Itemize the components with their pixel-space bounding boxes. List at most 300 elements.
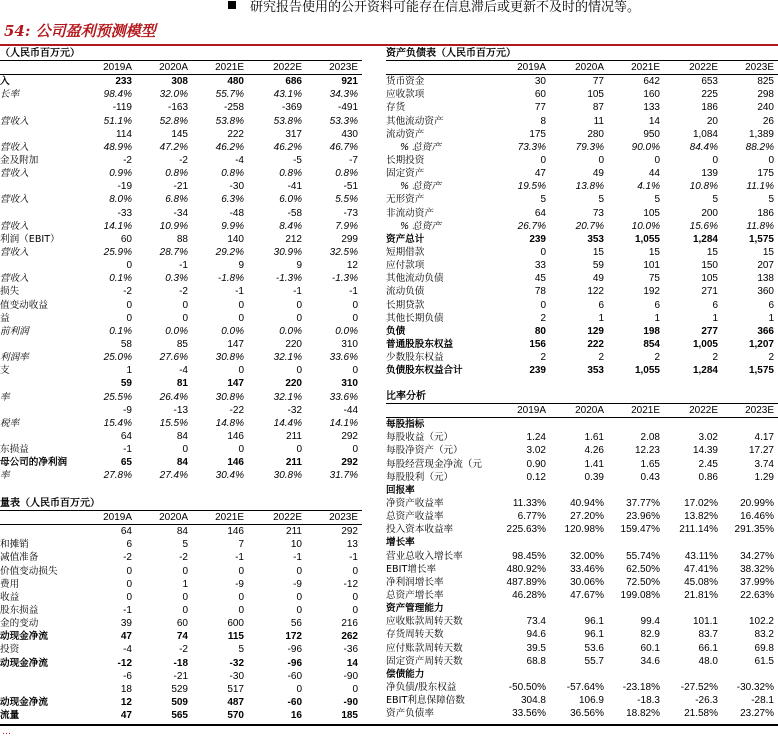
cell-2021E: 60.1 <box>640 642 660 654</box>
cell-2021E: 0 <box>238 591 244 603</box>
cell-2023E: 83.2 <box>754 629 774 641</box>
cell-2019A: 0 <box>126 260 132 272</box>
year-header-row <box>386 61 778 74</box>
table-row <box>386 523 778 536</box>
year-header-2019A: 2019A <box>517 62 546 73</box>
cell-2021E: 0 <box>238 312 244 324</box>
cell-2022E: 271 <box>701 286 718 298</box>
cell-2019A: 0.9% <box>109 168 132 180</box>
cell-2019A: 48.9% <box>103 141 132 153</box>
row-label: 营收入 <box>0 246 29 258</box>
cell-2020A: 36.56% <box>570 708 604 720</box>
cell-2019A: 25.0% <box>103 352 132 364</box>
table-row <box>0 391 362 404</box>
cell-2019A: -119 <box>112 102 132 114</box>
cell-2023E: 0 <box>352 591 358 603</box>
cell-2021E: 159.47% <box>620 524 660 536</box>
cell-2021E: 23.96% <box>626 511 660 523</box>
cell-2023E: 5.5% <box>335 194 358 206</box>
table-row <box>0 404 362 417</box>
cell-2020A: 122 <box>587 286 604 298</box>
cell-2020A: 0 <box>182 444 188 456</box>
row-label: 每股收益（元） <box>386 432 454 444</box>
cell-2021E: 487 <box>227 696 244 708</box>
cell-2022E: 2 <box>712 352 718 364</box>
table-row <box>0 578 362 591</box>
cell-2020A: 96.1 <box>584 629 604 641</box>
cell-2019A: 15.4% <box>103 417 132 429</box>
cell-2021E: 146 <box>227 430 244 442</box>
cell-2021E: 0.8% <box>221 168 244 180</box>
cell-2021E: 2.08 <box>640 432 660 444</box>
cell-2023E: 69.8 <box>754 642 774 654</box>
cell-2019A: 60 <box>120 233 132 245</box>
table-row <box>0 525 362 538</box>
row-label: 母公司的净利润 <box>0 457 68 469</box>
cell-2022E: -60 <box>287 670 302 682</box>
row-label: 偿债能力 <box>386 668 425 680</box>
cell-2021E: 600 <box>227 618 244 630</box>
cell-2021E: 12.23 <box>634 445 660 457</box>
cell-2023E: -90 <box>343 670 358 682</box>
cell-2021E: -1 <box>235 552 244 564</box>
cell-2021E: 5 <box>238 644 244 656</box>
cell-2021E: 10.0% <box>631 220 660 232</box>
cell-2021E: 7 <box>238 539 244 551</box>
row-label: 减值准备 <box>0 552 39 564</box>
cell-2020A: 565 <box>171 710 188 722</box>
cell-2023E: 0.0% <box>335 325 358 337</box>
cell-2021E: 29.2% <box>215 246 244 258</box>
cell-2020A: 96.1 <box>584 616 604 628</box>
cell-2021E: 0 <box>238 444 244 456</box>
table-row <box>0 696 362 709</box>
cell-2023E: 0 <box>352 312 358 324</box>
row-label: 每股指标 <box>386 419 425 431</box>
cell-2019A: 0.1% <box>109 273 132 285</box>
row-label: 负债股东权益合计 <box>386 365 463 377</box>
cell-2023E: 0 <box>352 565 358 577</box>
cell-2019A: 114 <box>116 128 132 140</box>
cell-2023E: 3.74 <box>754 458 774 470</box>
cell-2022E: -1.3% <box>275 273 302 285</box>
cell-2021E: 570 <box>227 710 244 722</box>
top-disclaimer-text: 研究报告使用的公开资料可能存在信息滞后或更新不及时的情况等。 <box>250 0 641 15</box>
row-label: 值变动收益 <box>0 299 48 311</box>
cell-2020A: 40.94% <box>570 497 604 509</box>
cell-2020A: 53.6 <box>584 642 604 654</box>
cell-2022E: 1,284 <box>692 233 718 245</box>
title-divider <box>0 44 778 46</box>
row-label: 流量 <box>0 710 20 722</box>
row-label: 价值变动损失 <box>0 565 58 577</box>
cell-2022E: 5 <box>712 194 718 206</box>
cell-2021E: 14 <box>648 115 660 127</box>
year-header-2023E: 2023E <box>745 405 774 416</box>
table-row <box>0 591 362 604</box>
cell-2022E: 15.6% <box>689 220 718 232</box>
cell-2021E: 222 <box>227 128 244 140</box>
year-header-2023E: 2023E <box>745 62 774 73</box>
table-row <box>0 115 362 128</box>
table-row <box>0 657 362 670</box>
cell-2022E: 3.02 <box>698 432 718 444</box>
cell-2019A: 14.1% <box>103 220 132 232</box>
cell-2021E: -1 <box>235 286 244 298</box>
cell-2022E: 1,084 <box>692 128 718 140</box>
cell-2022E: 101.1 <box>692 616 718 628</box>
row-label: 负债 <box>386 325 406 337</box>
cell-2019A: 80 <box>534 325 546 337</box>
cell-2022E: 9 <box>296 260 302 272</box>
cell-2021E: -4 <box>235 154 244 166</box>
cell-2023E: 53.3% <box>329 115 358 127</box>
cell-2023E: -73 <box>343 207 358 219</box>
cell-2020A: 308 <box>171 76 188 88</box>
cell-2022E: 200 <box>701 207 718 219</box>
cell-2020A: -13 <box>173 404 188 416</box>
cell-2019A: -19 <box>117 181 132 193</box>
cell-2020A: 73 <box>592 207 604 219</box>
cell-2022E: 43.11% <box>684 550 718 562</box>
table-row <box>0 351 362 364</box>
cell-2022E: 46.2% <box>273 141 302 153</box>
row-label: 率 <box>0 470 10 482</box>
cell-2022E: 0.8% <box>279 168 302 180</box>
table-row <box>386 299 778 312</box>
row-label: 和摊销 <box>0 539 29 551</box>
cell-2021E: -22 <box>229 404 244 416</box>
year-header-2022E: 2022E <box>273 62 302 73</box>
row-label: % 总资产 <box>400 141 441 153</box>
table-row <box>0 272 362 285</box>
table-row <box>386 642 778 655</box>
cell-2020A: 49 <box>592 168 604 180</box>
row-label: 流动资产 <box>386 128 425 140</box>
row-label: 营收入 <box>0 168 29 180</box>
panel-title: （人民币百万元） <box>0 48 80 59</box>
cell-2019A: 2 <box>540 312 546 324</box>
cell-2021E: 55.74% <box>626 550 660 562</box>
row-label: 益 <box>0 312 10 324</box>
table-row <box>0 207 362 220</box>
cell-2023E: 0 <box>352 683 358 695</box>
cell-2021E: -23.18% <box>622 681 660 693</box>
cell-2021E: 0.0% <box>221 325 244 337</box>
cell-2019A: 60 <box>534 89 546 101</box>
row-label: 金的变动 <box>0 618 39 630</box>
cell-2023E: -36 <box>343 644 358 656</box>
row-label: 总资产增长率 <box>386 589 444 601</box>
table-row <box>0 469 362 482</box>
cell-2023E: 16.46% <box>740 511 774 523</box>
cell-2020A: 30.06% <box>570 576 604 588</box>
table-row <box>386 615 778 628</box>
cell-2023E: -1 <box>349 552 358 564</box>
table-row <box>0 670 362 683</box>
year-header-2020A: 2020A <box>159 512 188 523</box>
cell-2020A: 88 <box>176 233 188 245</box>
cell-2022E: 30.8% <box>273 470 302 482</box>
year-header-2021E: 2021E <box>631 405 660 416</box>
cell-2020A: 55.7 <box>584 655 604 667</box>
cell-2019A: 45 <box>534 273 546 285</box>
cell-2023E: 102.2 <box>748 616 774 628</box>
cell-2023E: 14 <box>346 657 358 669</box>
cell-2022E: 277 <box>701 325 718 337</box>
cell-2021E: 147 <box>227 378 244 390</box>
cell-2021E: 75 <box>648 273 660 285</box>
cell-2022E: 686 <box>285 76 302 88</box>
cell-2022E: -5 <box>293 154 302 166</box>
cell-2022E: 45.08% <box>684 576 718 588</box>
cell-2023E: 0 <box>768 154 774 166</box>
cell-2022E: 1,005 <box>692 338 718 350</box>
row-label: EBIT利息保障倍数 <box>386 695 465 707</box>
cell-2023E: 22.63% <box>740 589 774 601</box>
cell-2022E: 21.81% <box>684 589 718 601</box>
cell-2019A: 11.33% <box>512 497 546 509</box>
cell-2020A: 0 <box>182 299 188 311</box>
table-row <box>0 617 362 630</box>
table-row <box>386 141 778 154</box>
cell-2020A: 13.8% <box>575 181 604 193</box>
cell-2021E: 30.8% <box>215 391 244 403</box>
cell-2023E: 1,575 <box>748 233 774 245</box>
cell-2023E: 11.1% <box>746 181 774 193</box>
footer-text: … <box>2 727 11 737</box>
year-header-2023E: 2023E <box>329 512 358 523</box>
table-row <box>0 643 362 656</box>
cell-2019A: 239 <box>529 365 546 377</box>
row-label: 增长率 <box>386 537 415 549</box>
cell-2020A: 1.41 <box>584 458 604 470</box>
row-label: 流动负债 <box>386 286 425 298</box>
cell-2021E: 133 <box>643 102 660 114</box>
cell-2019A: 2 <box>540 352 546 364</box>
cell-2021E: -30 <box>229 670 244 682</box>
row-label: 利润（EBIT） <box>0 233 60 245</box>
cell-2022E: -26.3 <box>695 695 718 707</box>
cell-2020A: 26.4% <box>159 391 188 403</box>
year-header-2021E: 2021E <box>215 512 244 523</box>
cell-2023E: 0 <box>352 299 358 311</box>
row-label: 其他流动资产 <box>386 115 444 127</box>
row-label: 其他长期负债 <box>386 312 444 324</box>
cell-2023E: 2 <box>768 352 774 364</box>
cell-2023E: -90 <box>343 696 358 708</box>
cell-2019A: 68.8 <box>526 655 546 667</box>
cell-2021E: 4.1% <box>637 181 660 193</box>
cell-2023E: 360 <box>757 286 774 298</box>
cell-2020A: 0.8% <box>165 168 188 180</box>
cell-2020A: 105 <box>587 89 604 101</box>
cell-2021E: -30 <box>229 181 244 193</box>
cell-2022E: 14.39 <box>692 445 718 457</box>
cell-2022E: 0 <box>296 604 302 616</box>
cell-2023E: 12 <box>346 260 358 272</box>
year-header-2020A: 2020A <box>575 405 604 416</box>
cell-2019A: 26.7% <box>517 220 546 232</box>
cell-2020A: 529 <box>171 683 188 695</box>
table-row <box>0 220 362 233</box>
cell-2023E: -1 <box>349 286 358 298</box>
cell-2022E: 0 <box>712 154 718 166</box>
cell-2020A: 106.9 <box>578 695 604 707</box>
cell-2023E: 15 <box>762 246 774 258</box>
cell-2023E: 33.6% <box>329 352 358 364</box>
cell-2022E: -96 <box>287 657 302 669</box>
row-label: % 总资产 <box>400 220 441 232</box>
cell-2023E: 138 <box>757 273 774 285</box>
cell-2022E: 212 <box>285 233 302 245</box>
figure-title: 54: 公司盈利预测模型 <box>4 22 156 40</box>
cell-2019A: 0 <box>126 591 132 603</box>
cell-2019A: 0 <box>540 299 546 311</box>
cell-2023E: 921 <box>341 76 358 88</box>
cell-2019A: 33.56% <box>512 708 546 720</box>
cell-2019A: -1 <box>123 604 132 616</box>
table-row <box>0 430 362 443</box>
cell-2019A: -2 <box>123 286 132 298</box>
cell-2022E: 21.58% <box>684 708 718 720</box>
cell-2023E: 0.8% <box>335 168 358 180</box>
cell-2021E: -32 <box>229 657 244 669</box>
cell-2022E: 20 <box>706 115 718 127</box>
cell-2022E: 56 <box>290 618 302 630</box>
cell-2022E: 2.45 <box>698 458 718 470</box>
row-label: 损失 <box>0 286 20 298</box>
row-label: 营收入 <box>0 141 29 153</box>
cell-2020A: 0 <box>182 591 188 603</box>
cell-2021E: -18.3 <box>637 695 660 707</box>
table-row <box>386 707 778 720</box>
cell-2020A: 20.7% <box>575 220 604 232</box>
cell-2021E: 0.43 <box>640 471 660 483</box>
cell-2023E: 292 <box>341 457 358 469</box>
row-label: 资产负债率 <box>386 708 434 720</box>
table-row <box>386 75 778 88</box>
table-row <box>0 683 362 696</box>
year-header-2019A: 2019A <box>517 405 546 416</box>
cell-2020A: 5 <box>182 539 188 551</box>
cell-2023E: 7.9% <box>335 220 358 232</box>
cell-2023E: 207 <box>757 260 774 272</box>
cell-2020A: 27.20% <box>570 511 604 523</box>
cell-2020A: -163 <box>167 102 188 114</box>
cell-2023E: 175 <box>757 168 774 180</box>
cell-2023E: 825 <box>757 76 774 88</box>
cash-flow-panel <box>0 497 362 722</box>
cell-2023E: 366 <box>757 325 774 337</box>
cell-2019A: 6 <box>126 539 132 551</box>
cell-2022E: 0 <box>296 683 302 695</box>
cell-2019A: 30 <box>534 76 546 88</box>
cell-2020A: 10.9% <box>159 220 188 232</box>
year-header-2022E: 2022E <box>273 512 302 523</box>
row-label: 东损益 <box>0 444 29 456</box>
cell-2022E: 6.0% <box>279 194 302 206</box>
table-row <box>386 589 778 602</box>
cell-2022E: -1 <box>293 552 302 564</box>
cell-2019A: 8.0% <box>109 194 132 206</box>
row-label: 营收入 <box>0 273 29 285</box>
row-label: 应收账款周转天数 <box>386 616 463 628</box>
cell-2019A: 47 <box>120 631 132 643</box>
year-header-2021E: 2021E <box>215 62 244 73</box>
cell-2019A: 5 <box>540 194 546 206</box>
square-bullet-icon <box>228 1 236 9</box>
cell-2021E: 1 <box>654 312 660 324</box>
cell-2021E: 140 <box>227 233 244 245</box>
row-label: 其他流动负债 <box>386 273 444 285</box>
cell-2020A: 120.98% <box>564 524 604 536</box>
table-row <box>0 417 362 430</box>
cell-2020A: 84 <box>176 526 188 538</box>
row-label: 净资产收益率 <box>386 497 444 509</box>
cell-2022E: 1,284 <box>692 365 718 377</box>
cell-2019A: -2 <box>123 552 132 564</box>
cell-2023E: 32.5% <box>329 246 358 258</box>
cell-2021E: 34.6 <box>640 655 660 667</box>
cell-2023E: 185 <box>341 710 358 722</box>
table-row <box>0 75 362 88</box>
cell-2022E: 220 <box>285 378 302 390</box>
cell-2022E: -369 <box>281 102 302 114</box>
cell-2023E: 6 <box>768 299 774 311</box>
cell-2023E: 34.27% <box>740 550 774 562</box>
cell-2021E: 37.77% <box>626 497 660 509</box>
cell-2021E: 854 <box>643 338 660 350</box>
year-header-2019A: 2019A <box>103 62 132 73</box>
table-row <box>0 338 362 351</box>
cell-2019A: 46.28% <box>512 589 546 601</box>
cell-2019A: 0 <box>126 565 132 577</box>
cell-2023E: -51 <box>343 181 358 193</box>
row-label: 前利润 <box>0 325 29 337</box>
cell-2020A: 145 <box>171 128 188 140</box>
cell-2020A: 5 <box>598 194 604 206</box>
year-header-2020A: 2020A <box>159 62 188 73</box>
table-row <box>386 101 778 114</box>
table-row <box>0 193 362 206</box>
table-row <box>0 456 362 469</box>
cell-2019A: 175 <box>529 128 546 140</box>
cell-2019A: 98.4% <box>103 89 132 101</box>
cell-2020A: -2 <box>179 644 188 656</box>
cell-2020A: 1 <box>598 312 604 324</box>
cell-2022E: 0 <box>296 299 302 311</box>
cell-2019A: -33 <box>117 207 132 219</box>
cell-2023E: 17.27 <box>748 445 774 457</box>
cell-2019A: 78 <box>534 286 546 298</box>
cell-2022E: 0 <box>296 365 302 377</box>
cell-2021E: 90.0% <box>631 141 660 153</box>
table-row <box>386 312 778 325</box>
balance-sheet-panel <box>386 47 778 377</box>
cell-2023E: 5 <box>768 194 774 206</box>
cell-2023E: 11.8% <box>746 220 774 232</box>
cell-2021E: 160 <box>643 89 660 101</box>
cell-2019A: 6.77% <box>517 511 546 523</box>
ratio-analysis-panel <box>386 390 778 720</box>
cell-2020A: 15 <box>592 246 604 258</box>
cell-2019A: -4 <box>123 644 132 656</box>
row-label: 入 <box>0 76 10 88</box>
cell-2020A: 6.8% <box>165 194 188 206</box>
cell-2019A: 19.5% <box>517 181 546 193</box>
cell-2020A: 27.6% <box>159 352 188 364</box>
